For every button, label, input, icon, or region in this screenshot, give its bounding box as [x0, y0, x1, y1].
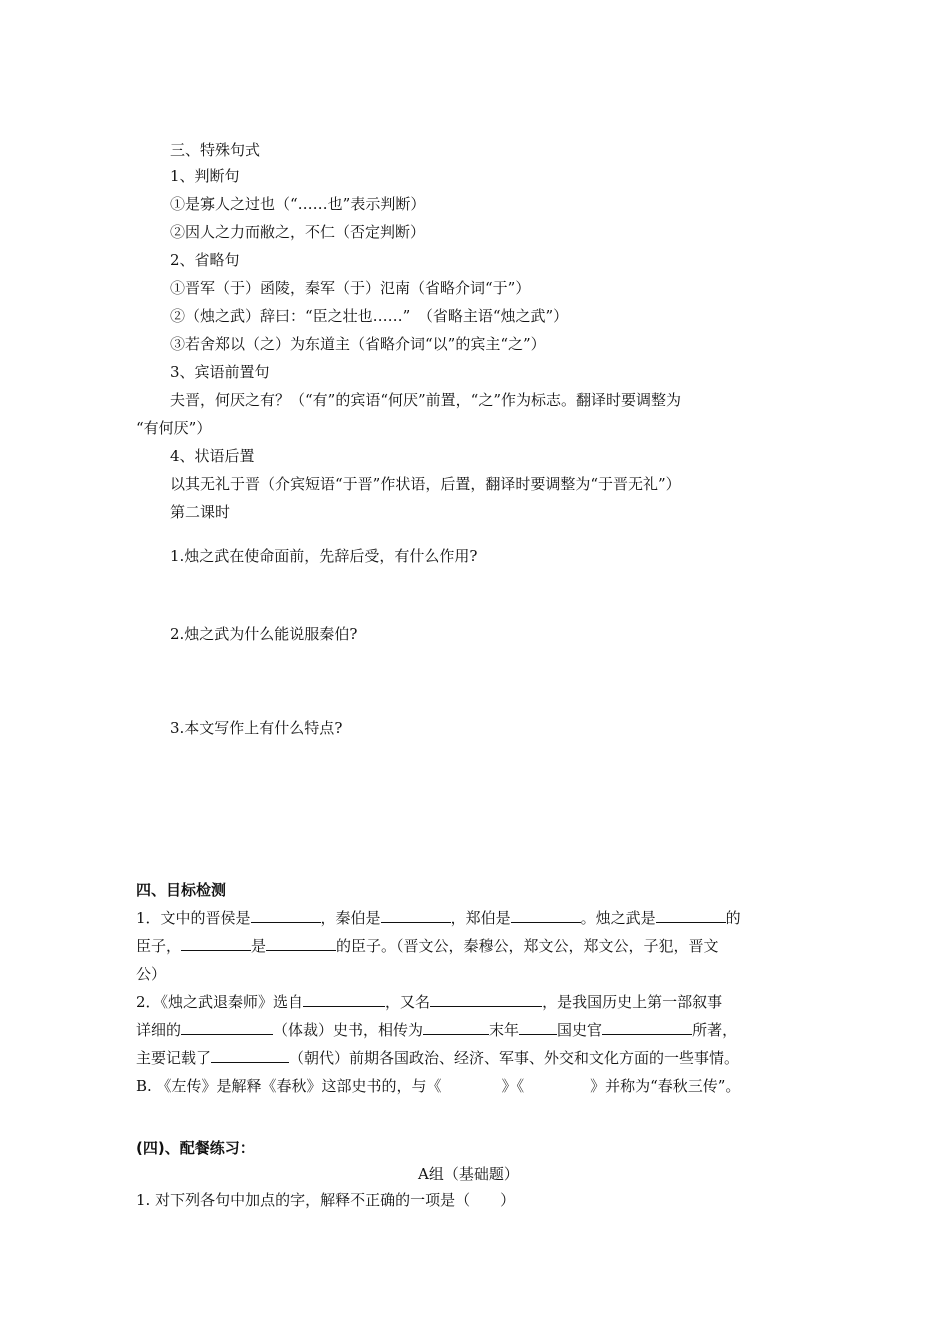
answer-blank[interactable] [511, 908, 581, 923]
section-title-practice: (四)、配餐练习： [136, 1139, 255, 1157]
subsection-omission: 2、省略句 [170, 251, 240, 269]
example-line: ②因人之力而敝之，不仁（否定判断） [170, 223, 426, 241]
section-title-special-sentences: 三、特殊句式 [170, 141, 261, 159]
answer-blank[interactable] [303, 992, 385, 1007]
practice-question-1: 1. 对下列各句中加点的字，解释不正确的一项是（ ） [136, 1191, 516, 1209]
group-heading: A组（基础题） [418, 1165, 519, 1183]
example-line: ①是寡人之过也（“……也”表示判断） [170, 195, 426, 213]
question-3: 3.本文写作上有什么特点? [170, 719, 343, 737]
lesson-two-heading: 第二课时 [170, 503, 231, 521]
fill-blank-line: 1．文中的晋侯是 ，秦伯是 ，郑伯是 。烛之武是 的 [136, 909, 741, 927]
answer-blank[interactable] [519, 1020, 557, 1035]
answer-blank[interactable] [211, 1048, 289, 1063]
answer-blank[interactable] [602, 1020, 692, 1035]
example-line: 夫晋，何厌之有？（“有”的宾语“何厌”前置，“之”作为标志。翻译时要调整为 [170, 391, 682, 409]
answer-blank[interactable] [656, 908, 726, 923]
example-line: 以其无礼于晋（介宾短语“于晋”作状语，后置，翻译时要调整为“于晋无礼”） [170, 475, 681, 493]
fill-blank-line: 详细的 （体裁）史书，相传为 末年 国史官 所著， [136, 1021, 738, 1039]
question-2: 2.烛之武为什么能说服秦伯? [170, 625, 358, 643]
fill-blank-line: 臣子， 是 的臣子。（晋文公，秦穆公，郑文公，郑文公，子犯，晋文 [136, 937, 719, 955]
section-title-goal-check: 四、目标检测 [136, 881, 227, 899]
fill-blank-line: B. 《左传》是解释《春秋》这部史书的，与《 》《 》并称为“春秋三传”。 [136, 1077, 741, 1095]
answer-blank[interactable] [266, 936, 336, 951]
answer-blank[interactable] [181, 936, 251, 951]
answer-blank[interactable] [251, 908, 321, 923]
example-line: ①晋军（于）函陵，秦军（于）氾南（省略介词“于”） [170, 279, 531, 297]
example-line: ②（烛之武）辞曰：“臣之壮也……” （省略主语“烛之武”） [170, 307, 569, 325]
example-line: ③若舍郑以（之）为东道主（省略介词“以”的宾主“之”） [170, 335, 546, 353]
question-1: 1.烛之武在使命面前，先辞后受，有什么作用? [170, 547, 478, 565]
subsection-adverbial-postposing: 4、状语后置 [170, 447, 255, 465]
answer-blank[interactable] [181, 1020, 273, 1035]
fill-blank-line: 公） [136, 965, 167, 983]
fill-blank-line: 2．《烛之武退秦师》选自 ，又名 ，是我国历史上第一部叙事 [136, 993, 723, 1011]
fill-blank-line: 主要记载了 （朝代）前期各国政治、经济、军事、外交和文化方面的一些事情。 [136, 1049, 740, 1067]
answer-blank[interactable] [381, 908, 451, 923]
answer-blank[interactable] [423, 1020, 489, 1035]
example-line-continued: “有何厌”） [136, 419, 212, 437]
subsection-object-preposing: 3、宾语前置句 [170, 363, 270, 381]
subsection-judgment: 1、判断句 [170, 167, 240, 185]
answer-blank[interactable] [430, 992, 542, 1007]
